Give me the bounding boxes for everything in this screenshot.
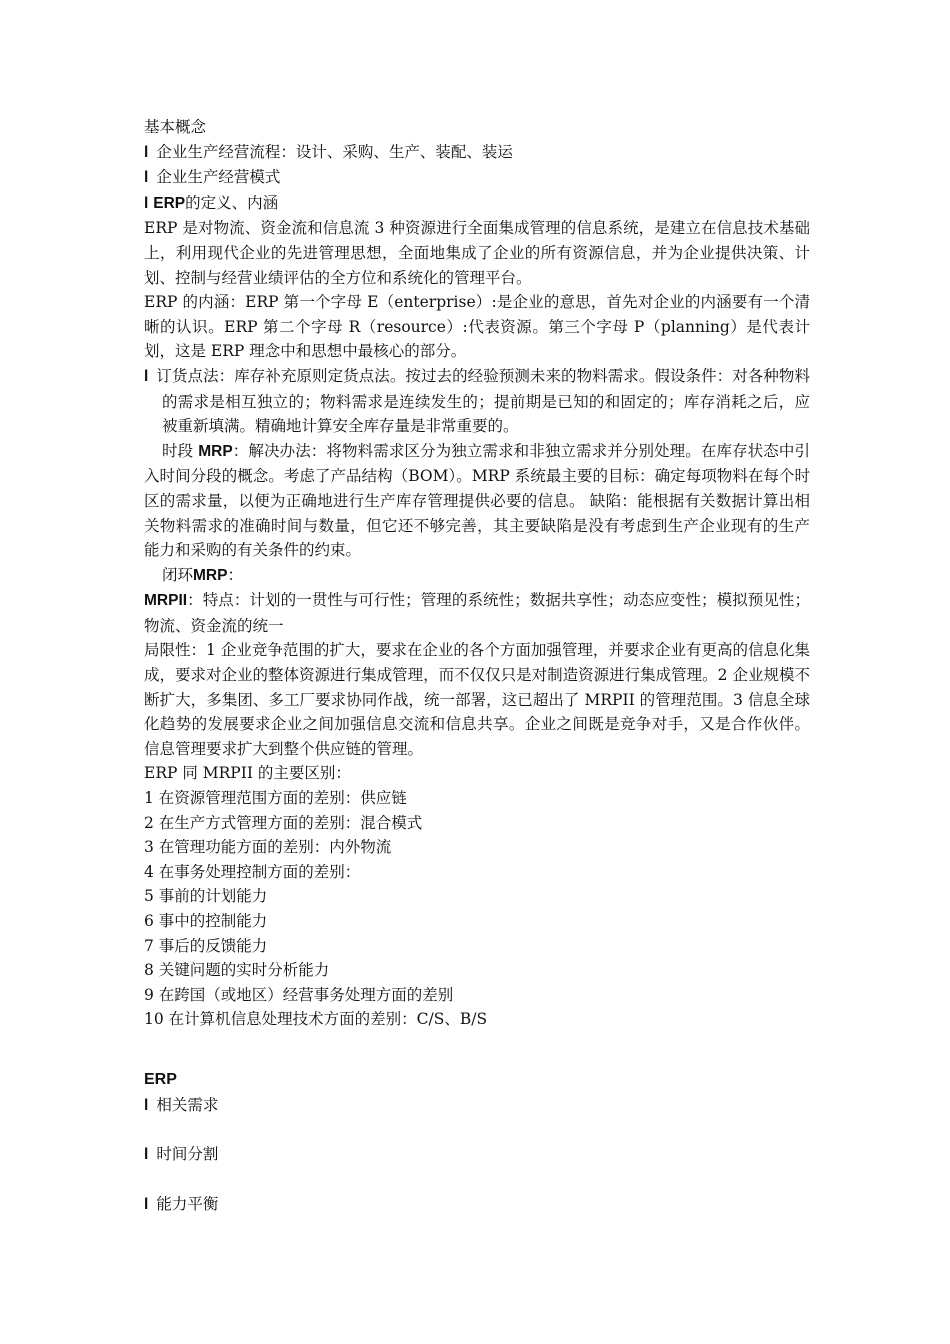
- time-mrp-text: ：解决办法：将物料需求区分为独立需求和非独立需求并分别处理。在库存状态中引入时间分段的概念。考虑了产品结构（BOM）。MRP 系统最主要的目标：确定每项物料在每个时区的需求量，以便为正确地进行生产库存管理提供必要的信息。 缺陷：能根据有关数据计算出相关物料需求的准确时间与数量，但它还不够完善，其主要缺陷是没有考虑到生产企业现有的生产能力和采购的有关条件的约束。: [144, 441, 810, 560]
- bullet-capacity-balance: [144, 1192, 810, 1218]
- list-item: 10 在计算机信息处理技术方面的差别：C/S、B/S: [144, 1010, 488, 1029]
- order-point-paragraph: [144, 364, 810, 439]
- bullet-text: 相关需求: [156, 1095, 219, 1114]
- mrpii-text: ：特点：计划的一贯性与可行性；管理的系统性；数据共享性；动态应变性；模拟预见性；物流、资金流的统一: [144, 591, 810, 635]
- time-mrp-prefix: 时段: [162, 441, 199, 460]
- bullet-marker: l: [144, 169, 149, 187]
- spacer: [144, 1168, 810, 1192]
- bullet-related-demand: [144, 1093, 810, 1119]
- doc-title: 基本概念: [144, 118, 207, 136]
- bullet-text: 能力平衡: [156, 1194, 219, 1213]
- list-item: 8 关键问题的实时分析能力: [144, 961, 330, 980]
- mrpii-paragraph: [144, 588, 810, 638]
- erp-connotation: ERP 的内涵：ERP 第一个字母 E（enterprise）:是企业的意思，首先对企业的内涵要有一个清晰的认识。ERP 第二个字母 R（resource）:代表资源。第三个字母 P（planning）是代表计划，这是 ERP 理念中和思想中最核心的部分。: [144, 293, 810, 361]
- bullet-time-split: [144, 1142, 810, 1168]
- closed-mrp-line: [144, 563, 810, 589]
- spacer: [144, 1032, 810, 1056]
- bullet-marker: l: [144, 194, 149, 212]
- bullet-mode: [144, 165, 810, 191]
- order-point-text: 订货点法：库存补充原则定货点法。按过去的经验预测未来的物料需求。假设条件：对各种物料的需求是相互独立的；物料需求是连续发生的；提前期是已知的和固定的；库存消耗之后，应被重新填满。精确地计算安全库存量是非常重要的。: [156, 366, 810, 436]
- bullet-marker: l: [144, 143, 149, 161]
- erp-definition: ERP 是对物流、资金流和信息流 3 种资源进行全面集成管理的信息系统，是建立在信息技术基础上，利用现代企业的先进管理思想，全面地集成了企业的所有资源信息，并为企业提供决策、计划、控制与经营业绩评估的全方位和系统化的管理平台。: [144, 219, 810, 287]
- closed-mrp-prefix: 闭环: [162, 565, 194, 584]
- bullet-flow: [144, 140, 810, 166]
- spacer: [144, 1118, 810, 1142]
- bullet-text: 企业生产经营流程：设计、采购、生产、装配、装运: [156, 142, 513, 161]
- list-item: 3 在管理功能方面的差别：内外物流: [144, 838, 392, 857]
- bullet-marker: l: [144, 367, 149, 385]
- mrpii-bold: MRPII: [144, 592, 188, 610]
- document-page: [144, 115, 810, 1217]
- list-item: 6 事中的控制能力: [144, 912, 268, 930]
- list-item: 5 事前的计划能力: [144, 887, 268, 906]
- list-item: 9 在跨国（或地区）经营事务处理方面的差别: [144, 985, 454, 1004]
- list-item: 1 在资源管理范围方面的差别：供应链: [144, 789, 407, 808]
- bullet-marker: l: [144, 1146, 149, 1164]
- bullet-marker: l: [144, 1096, 149, 1114]
- erp-bold: ERP: [153, 194, 186, 212]
- erp-def-heading: [144, 191, 810, 217]
- bullet-text: 企业生产经营模式: [156, 168, 281, 187]
- differences-list: [144, 786, 810, 1032]
- time-mrp-paragraph: [144, 439, 810, 563]
- mrp-bold: MRP: [198, 442, 233, 460]
- list-item: 7 事后的反馈能力: [144, 936, 268, 955]
- differences-title: ERP 同 MRPII 的主要区别：: [144, 764, 351, 783]
- closed-mrp-suffix: ：: [227, 565, 243, 584]
- list-item: 4 在事务处理控制方面的差别：: [144, 862, 361, 881]
- bullet-marker: l: [144, 1195, 149, 1213]
- closed-mrp-bold: MRP: [193, 566, 228, 584]
- list-item: 2 在生产方式管理方面的差别：混合模式: [144, 813, 423, 832]
- erp-heading: ERP: [144, 1070, 177, 1088]
- erp-def-rest: 的定义、内涵: [185, 193, 279, 212]
- bullet-text: 时间分割: [156, 1145, 219, 1164]
- limitations-paragraph: 局限性：1 企业竞争范围的扩大，要求在企业的各个方面加强管理，并要求企业有更高的信息化集成，要求对企业的整体资源进行集成管理，而不仅仅只是对制造资源进行集成管理。2 企业规模不断扩大，多集团、多工厂要求协同作战，统一部署，这已超出了 MRPII 的管理范围。3 信息全球化趋势的发展要求企业之间加强信息交流和信息共享。企业之间既是竞争对手，又是合作伙伴。信息管理要求扩大到整个供应链的管理。: [144, 641, 810, 758]
